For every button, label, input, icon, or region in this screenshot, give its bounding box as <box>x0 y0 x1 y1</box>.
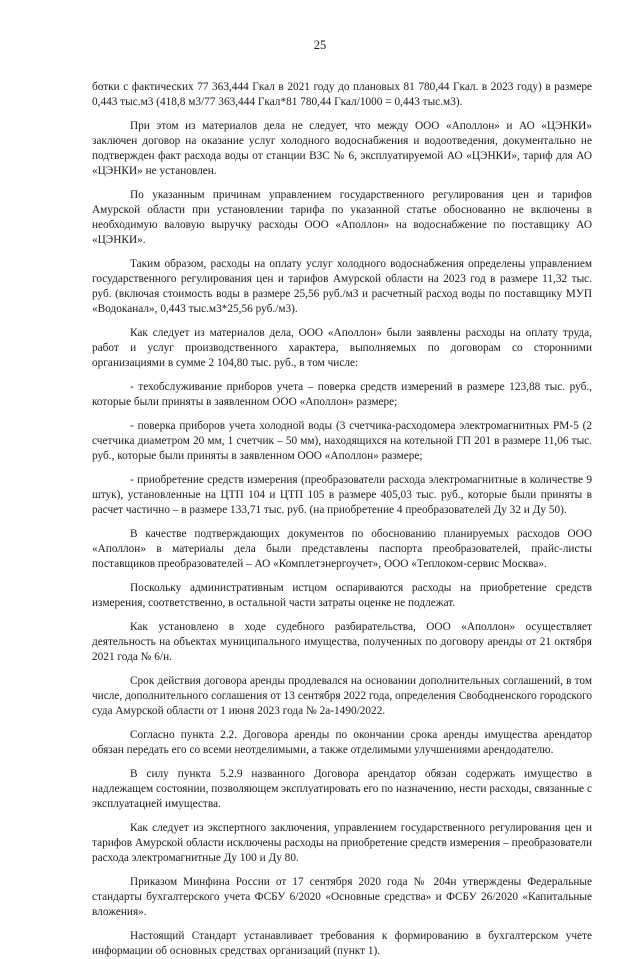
paragraph: При этом из материалов дела не следует, что между ООО «Аполлон» и АО «ЦЭНКИ» заключен договор на оказание услуг холодного водоснабжения и водоотведения, документально не подтвержден факт расхода воды от станции ВЗС № 6, эксплуатируемой АО «ЦЭНКИ», тариф для АО «ЦЭНКИ» не установлен. <box>92 120 592 177</box>
paragraph: Как следует из материалов дела, ООО «Аполлон» были заявлены расходы на оплату труда, работ и услуг производственного характера, выполняемых по договорам со сторонними организациями в сумме 2 104,80 тыс. руб., в том числе: <box>92 327 592 369</box>
document-body <box>92 80 592 959</box>
paragraph: По указанным причинам управлением государственного регулирования цен и тарифов Амурской области при установлении тарифа по указанной статье обоснованно не включены в необходимую валовую выручку расходы ООО «Аполлон» на водоснабжение по поставщику АО «ЦЭНКИ». <box>92 189 592 246</box>
list-item: - поверка приборов учета холодной воды (3 счетчика-расходомера электромагнитных РМ-5 (2 счетчика диаметром 20 мм, 1 счетчик – 50 мм), находящихся на котельной ГП 201 в размере 11,06 тыс. руб., которые были приняты в заявленном ООО «Аполлон» размере; <box>92 420 592 462</box>
page-number: 25 <box>313 38 327 52</box>
paragraph: Как следует из экспертного заключения, управлением государственного регулирования цен и тарифов Амурской области исключены расходы на приобретение средств измерения – преобразователи расхода электромагнитные Ду 100 и Ду 80. <box>92 822 592 864</box>
list-item: - техобслуживание приборов учета – поверка средств измерений в размере 123,88 тыс. руб., которые были приняты в заявленном ООО «Аполлон» размере; <box>92 381 592 408</box>
paragraph: Таким образом, расходы на оплату услуг холодного водоснабжения определены управлением государственного регулирования цен и тарифов Амурской области на 2023 год в размере 11,32 тыс. руб. (включая стоимость воды в размере 25,56 руб./м3 и расчетный расход воды по поставщику МУП «Водоканал», 0,443 тыс.м3*25,56 руб./м3). <box>92 258 592 315</box>
paragraph: Настоящий Стандарт устанавливает требования к формированию в бухгалтерском учете информации об основных средствах организаций (пункт 1). <box>92 930 592 957</box>
paragraph: Приказом Минфина России от 17 сентября 2020 года № 204н утверждены Федеральные стандарты бухгалтерского учета ФСБУ 6/2020 «Основные средства» и ФСБУ 26/2020 «Капитальные вложения». <box>92 876 592 918</box>
paragraph: Срок действия договора аренды продлевался на основании дополнительных соглашений, в том числе, дополнительного соглашения от 13 сентября 2022 года, определения Свободненского городского суда Амурской области от 1 июня 2023 года № 2а-1490/2022. <box>92 675 592 717</box>
list-item: - приобретение средств измерения (преобразователи расхода электромагнитные в количестве 9 штук), установленные на ЦТП 104 и ЦТП 105 в размере 405,03 тыс. руб., которые были приняты в расчет частично – в размере 133,71 тыс. руб. (на приобретение 4 преобразователей Ду 32 и Ду 50). <box>92 474 592 516</box>
paragraph: В качестве подтверждающих документов по обоснованию планируемых расходов ООО «Аполлон» в материалы дела были представлены паспорта преобразователей, прайс-листы поставщиков преобразователей – АО «Комплетэнергоучет», ООО «Теплоком-сервис Москва». <box>92 528 592 570</box>
paragraph: Поскольку административным истцом оспариваются расходы на приобретение средств измерения, соответственно, в остальной части затраты оценке не подлежат. <box>92 582 592 609</box>
paragraph: Как установлено в ходе судебного разбирательства, ООО «Аполлон» осуществляет деятельность на объектах муниципального имущества, полученных по договору аренды от 21 октября 2021 года № 6/н. <box>92 621 592 663</box>
paragraph: Согласно пункта 2.2. Договора аренды по окончании срока аренды имущества арендатор обязан передать его со всеми неотделимыми, а также отделимыми улучшениями арендодателю. <box>92 729 592 756</box>
paragraph: ботки с фактических 77 363,444 Гкал в 2021 году до плановых 81 780,44 Гкал. в 2023 году) в размере 0,443 тыс.м3 (418,8 м3/77 363,444 Гкал*81 780,44 Гкал/1000 = 0,443 тыс.м3). <box>92 81 592 108</box>
paragraph: В силу пункта 5.2.9 названного Договора арендатор обязан содержать имущество в надлежащем состоянии, позволяющем эксплуатировать его по назначению, нести расходы, связанные с эксплуатацией имущества. <box>92 768 592 810</box>
